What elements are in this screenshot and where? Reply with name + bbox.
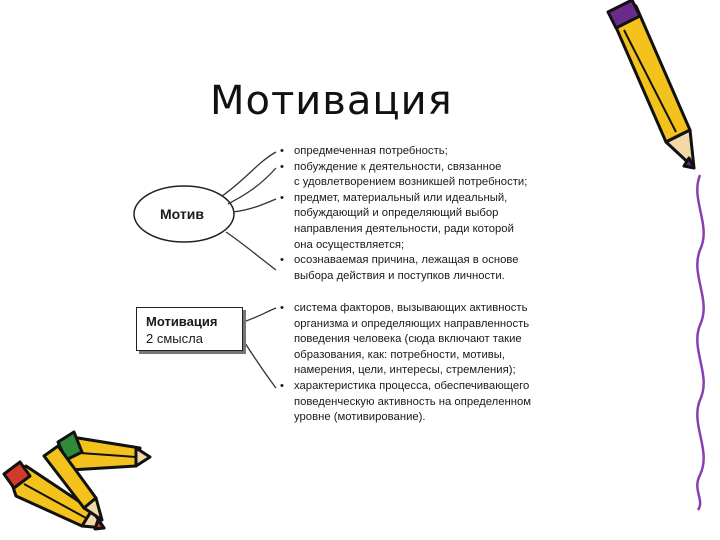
list-line: образования, как: потребности, мотивы, <box>294 348 506 361</box>
pencil-bottom-left-icon <box>4 432 150 529</box>
pencil-top-right-icon <box>608 0 694 168</box>
list-item <box>280 253 580 284</box>
list-line: организма и определяющих направленность <box>294 317 530 330</box>
motivacia-box-subtitle: 2 смысла <box>146 331 203 346</box>
motiv-label: Мотив <box>160 206 204 222</box>
list-line: • предмет, материальный или идеальный, <box>294 191 508 204</box>
list-line: • опредмеченная потребность; <box>294 145 448 157</box>
motivacia-box-title: Мотивация <box>146 314 218 329</box>
slide-title: Мотивация <box>210 78 453 124</box>
list-line: побуждающий и определяющий выбор <box>294 207 499 220</box>
motivacia-meanings-list <box>280 301 580 426</box>
list-item <box>280 160 580 191</box>
list-line: намерения, цели, интересы, стремления); <box>294 364 516 377</box>
list-line: • система факторов, вызывающих активность <box>294 302 528 314</box>
motiv-meanings-list <box>280 144 580 284</box>
list-item <box>280 301 580 379</box>
motivacia-box <box>136 307 243 351</box>
list-line: • осознаваемая причина, лежащая в основе <box>294 254 519 267</box>
decorative-wavy-line <box>697 175 703 510</box>
list-line: уровне (мотивирование). <box>294 411 426 424</box>
list-item <box>280 379 580 426</box>
list-item <box>280 144 580 160</box>
list-line: с удовлетворением возникшей потребности; <box>294 176 528 189</box>
list-line: она осуществляется; <box>294 238 405 251</box>
list-line: выбора действия и поступков личности. <box>294 269 505 282</box>
motivacia-connectors <box>243 308 276 388</box>
list-item <box>280 191 580 253</box>
list-line: • побуждение к деятельности, связанное <box>294 160 502 173</box>
list-line: поведения человека (сюда включают такие <box>294 333 522 346</box>
list-line: поведенческую активность на определенном <box>294 395 532 408</box>
list-line: • характеристика процесса, обеспечивающего <box>294 379 530 392</box>
list-line: направления деятельности, ради которой <box>294 222 514 235</box>
